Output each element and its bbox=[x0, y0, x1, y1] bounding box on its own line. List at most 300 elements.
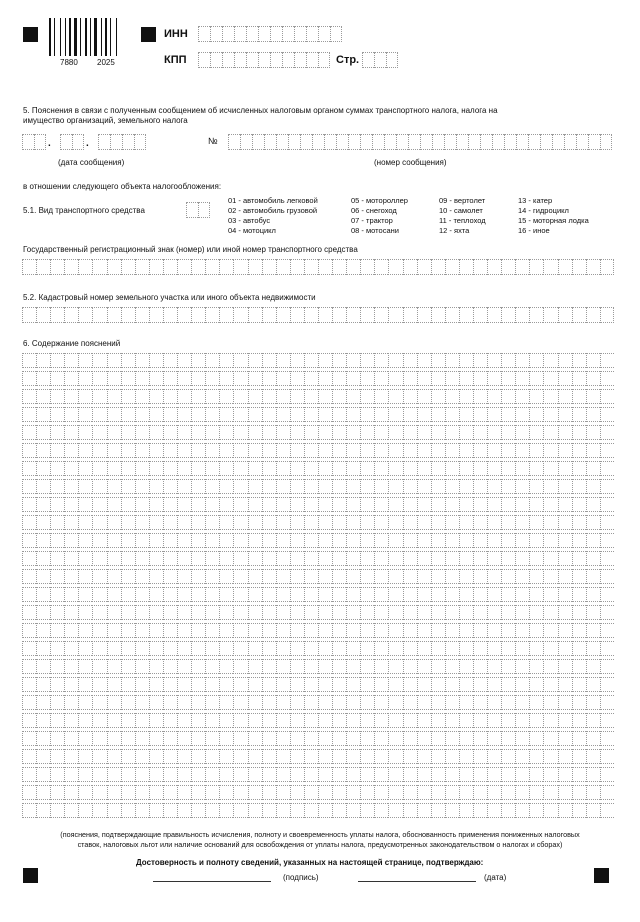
input-cell[interactable] bbox=[276, 785, 290, 800]
input-cell[interactable] bbox=[248, 731, 262, 746]
input-cell[interactable] bbox=[64, 713, 78, 728]
input-cell[interactable] bbox=[572, 443, 586, 458]
explanation-row[interactable] bbox=[22, 785, 614, 800]
input-cell[interactable] bbox=[50, 551, 64, 566]
input-cell[interactable] bbox=[501, 695, 515, 710]
input-cell[interactable] bbox=[233, 551, 247, 566]
input-cell[interactable] bbox=[473, 307, 487, 323]
input-cell[interactable] bbox=[529, 443, 543, 458]
input-cell[interactable] bbox=[22, 695, 36, 710]
input-cell[interactable] bbox=[64, 461, 78, 476]
input-cell[interactable] bbox=[304, 767, 318, 782]
input-cell[interactable] bbox=[36, 497, 50, 512]
input-cell[interactable] bbox=[248, 425, 262, 440]
input-cell[interactable] bbox=[135, 533, 149, 548]
input-cell[interactable] bbox=[177, 259, 191, 275]
input-cell[interactable] bbox=[529, 461, 543, 476]
input-cell[interactable] bbox=[586, 749, 600, 764]
input-cell[interactable] bbox=[501, 307, 515, 323]
input-cell[interactable] bbox=[205, 479, 219, 494]
input-cell[interactable] bbox=[431, 497, 445, 512]
inn-field[interactable] bbox=[198, 26, 342, 42]
input-cell[interactable] bbox=[149, 695, 163, 710]
input-cell[interactable] bbox=[318, 533, 332, 548]
input-cell[interactable] bbox=[600, 713, 614, 728]
input-cell[interactable] bbox=[459, 353, 473, 368]
input-cell[interactable] bbox=[586, 533, 600, 548]
explanation-row[interactable] bbox=[22, 713, 614, 728]
input-cell[interactable] bbox=[191, 425, 205, 440]
input-cell[interactable] bbox=[78, 533, 92, 548]
input-cell[interactable] bbox=[36, 551, 50, 566]
input-cell[interactable] bbox=[445, 641, 459, 656]
input-cell[interactable] bbox=[487, 569, 501, 584]
input-cell[interactable] bbox=[304, 353, 318, 368]
input-cell[interactable] bbox=[240, 134, 252, 150]
input-cell[interactable] bbox=[64, 623, 78, 638]
input-cell[interactable] bbox=[431, 803, 445, 818]
input-cell[interactable] bbox=[572, 713, 586, 728]
input-cell[interactable] bbox=[304, 461, 318, 476]
input-cell[interactable] bbox=[50, 479, 64, 494]
input-cell[interactable] bbox=[262, 587, 276, 602]
input-cell[interactable] bbox=[107, 731, 121, 746]
input-cell[interactable] bbox=[64, 731, 78, 746]
input-cell[interactable] bbox=[248, 767, 262, 782]
input-cell[interactable] bbox=[600, 677, 614, 692]
input-cell[interactable] bbox=[516, 134, 528, 150]
input-cell[interactable] bbox=[92, 767, 106, 782]
input-cell[interactable] bbox=[552, 134, 564, 150]
input-cell[interactable] bbox=[205, 389, 219, 404]
input-cell[interactable] bbox=[445, 533, 459, 548]
input-cell[interactable] bbox=[276, 551, 290, 566]
input-cell[interactable] bbox=[558, 641, 572, 656]
input-cell[interactable] bbox=[501, 461, 515, 476]
input-cell[interactable] bbox=[233, 307, 247, 323]
explanation-row[interactable] bbox=[22, 749, 614, 764]
input-cell[interactable] bbox=[276, 641, 290, 656]
input-cell[interactable] bbox=[431, 479, 445, 494]
input-cell[interactable] bbox=[586, 389, 600, 404]
input-cell[interactable] bbox=[360, 569, 374, 584]
input-cell[interactable] bbox=[191, 479, 205, 494]
input-cell[interactable] bbox=[262, 641, 276, 656]
input-cell[interactable] bbox=[515, 623, 529, 638]
input-cell[interactable] bbox=[22, 497, 36, 512]
input-cell[interactable] bbox=[459, 803, 473, 818]
input-cell[interactable] bbox=[346, 461, 360, 476]
explanation-grid[interactable] bbox=[22, 353, 614, 821]
input-cell[interactable] bbox=[528, 134, 540, 150]
input-cell[interactable] bbox=[473, 623, 487, 638]
input-cell[interactable] bbox=[50, 371, 64, 386]
input-cell[interactable] bbox=[219, 731, 233, 746]
input-cell[interactable] bbox=[262, 307, 276, 323]
date-line[interactable] bbox=[358, 881, 476, 882]
input-cell[interactable] bbox=[50, 749, 64, 764]
input-cell[interactable] bbox=[121, 425, 135, 440]
input-cell[interactable] bbox=[107, 551, 121, 566]
input-cell[interactable] bbox=[107, 695, 121, 710]
input-cell[interactable] bbox=[22, 623, 36, 638]
input-cell[interactable] bbox=[36, 605, 50, 620]
input-cell[interactable] bbox=[572, 425, 586, 440]
input-cell[interactable] bbox=[290, 461, 304, 476]
input-cell[interactable] bbox=[332, 533, 346, 548]
explanation-row[interactable] bbox=[22, 623, 614, 638]
input-cell[interactable] bbox=[332, 371, 346, 386]
input-cell[interactable] bbox=[177, 307, 191, 323]
input-cell[interactable] bbox=[22, 259, 36, 275]
input-cell[interactable] bbox=[572, 259, 586, 275]
input-cell[interactable] bbox=[374, 551, 388, 566]
input-cell[interactable] bbox=[191, 713, 205, 728]
input-cell[interactable] bbox=[374, 803, 388, 818]
input-cell[interactable] bbox=[36, 713, 50, 728]
input-cell[interactable] bbox=[304, 425, 318, 440]
input-cell[interactable] bbox=[262, 803, 276, 818]
input-cell[interactable] bbox=[50, 785, 64, 800]
input-cell[interactable] bbox=[417, 389, 431, 404]
input-cell[interactable] bbox=[163, 259, 177, 275]
input-cell[interactable] bbox=[290, 785, 304, 800]
input-cell[interactable] bbox=[163, 569, 177, 584]
input-cell[interactable] bbox=[473, 731, 487, 746]
input-cell[interactable] bbox=[388, 605, 402, 620]
input-cell[interactable] bbox=[487, 371, 501, 386]
input-cell[interactable] bbox=[121, 749, 135, 764]
input-cell[interactable] bbox=[50, 695, 64, 710]
input-cell[interactable] bbox=[431, 307, 445, 323]
input-cell[interactable] bbox=[374, 767, 388, 782]
input-cell[interactable] bbox=[50, 461, 64, 476]
input-cell[interactable] bbox=[431, 551, 445, 566]
input-cell[interactable] bbox=[431, 533, 445, 548]
input-cell[interactable] bbox=[64, 749, 78, 764]
explanation-row[interactable] bbox=[22, 551, 614, 566]
input-cell[interactable] bbox=[107, 569, 121, 584]
input-cell[interactable] bbox=[572, 641, 586, 656]
input-cell[interactable] bbox=[388, 695, 402, 710]
input-cell[interactable] bbox=[600, 443, 614, 458]
input-cell[interactable] bbox=[304, 695, 318, 710]
input-cell[interactable] bbox=[163, 803, 177, 818]
input-cell[interactable] bbox=[121, 407, 135, 422]
input-cell[interactable] bbox=[360, 695, 374, 710]
input-cell[interactable] bbox=[374, 731, 388, 746]
input-cell[interactable] bbox=[177, 713, 191, 728]
input-cell[interactable] bbox=[219, 695, 233, 710]
input-cell[interactable] bbox=[543, 605, 557, 620]
input-cell[interactable] bbox=[163, 425, 177, 440]
input-cell[interactable] bbox=[529, 623, 543, 638]
input-cell[interactable] bbox=[374, 389, 388, 404]
input-cell[interactable] bbox=[431, 749, 445, 764]
input-cell[interactable] bbox=[149, 713, 163, 728]
input-cell[interactable] bbox=[163, 659, 177, 674]
input-cell[interactable] bbox=[149, 353, 163, 368]
input-cell[interactable] bbox=[431, 389, 445, 404]
input-cell[interactable] bbox=[135, 569, 149, 584]
input-cell[interactable] bbox=[78, 803, 92, 818]
input-cell[interactable] bbox=[403, 515, 417, 530]
input-cell[interactable] bbox=[248, 389, 262, 404]
reg-number-field[interactable] bbox=[22, 259, 614, 275]
input-cell[interactable] bbox=[276, 587, 290, 602]
input-cell[interactable] bbox=[318, 407, 332, 422]
input-cell[interactable] bbox=[417, 407, 431, 422]
input-cell[interactable] bbox=[417, 731, 431, 746]
input-cell[interactable] bbox=[22, 713, 36, 728]
input-cell[interactable] bbox=[276, 134, 288, 150]
input-cell[interactable] bbox=[290, 443, 304, 458]
input-cell[interactable] bbox=[233, 569, 247, 584]
input-cell[interactable] bbox=[346, 587, 360, 602]
input-cell[interactable] bbox=[149, 479, 163, 494]
input-cell[interactable] bbox=[332, 353, 346, 368]
input-cell[interactable] bbox=[191, 749, 205, 764]
input-cell[interactable] bbox=[248, 605, 262, 620]
input-cell[interactable] bbox=[445, 605, 459, 620]
input-cell[interactable] bbox=[360, 479, 374, 494]
input-cell[interactable] bbox=[417, 479, 431, 494]
input-cell[interactable] bbox=[107, 259, 121, 275]
input-cell[interactable] bbox=[445, 731, 459, 746]
input-cell[interactable] bbox=[501, 371, 515, 386]
input-cell[interactable] bbox=[107, 623, 121, 638]
input-cell[interactable] bbox=[374, 569, 388, 584]
input-cell[interactable] bbox=[135, 641, 149, 656]
input-cell[interactable] bbox=[346, 677, 360, 692]
explanation-row[interactable] bbox=[22, 371, 614, 386]
input-cell[interactable] bbox=[219, 307, 233, 323]
input-cell[interactable] bbox=[163, 371, 177, 386]
input-cell[interactable] bbox=[487, 353, 501, 368]
input-cell[interactable] bbox=[107, 353, 121, 368]
input-cell[interactable] bbox=[332, 659, 346, 674]
input-cell[interactable] bbox=[22, 515, 36, 530]
input-cell[interactable] bbox=[501, 353, 515, 368]
input-cell[interactable] bbox=[374, 587, 388, 602]
input-cell[interactable] bbox=[459, 259, 473, 275]
explanation-row[interactable] bbox=[22, 641, 614, 656]
input-cell[interactable] bbox=[177, 659, 191, 674]
input-cell[interactable] bbox=[346, 551, 360, 566]
input-cell[interactable] bbox=[64, 497, 78, 512]
input-cell[interactable] bbox=[600, 407, 614, 422]
input-cell[interactable] bbox=[586, 479, 600, 494]
input-cell[interactable] bbox=[304, 641, 318, 656]
input-cell[interactable] bbox=[600, 749, 614, 764]
input-cell[interactable] bbox=[417, 443, 431, 458]
input-cell[interactable] bbox=[50, 515, 64, 530]
input-cell[interactable] bbox=[388, 461, 402, 476]
input-cell[interactable] bbox=[78, 749, 92, 764]
input-cell[interactable] bbox=[92, 353, 106, 368]
signature-line[interactable] bbox=[153, 881, 271, 882]
input-cell[interactable] bbox=[177, 515, 191, 530]
input-cell[interactable] bbox=[600, 785, 614, 800]
input-cell[interactable] bbox=[163, 605, 177, 620]
input-cell[interactable] bbox=[262, 695, 276, 710]
explanation-row[interactable] bbox=[22, 605, 614, 620]
input-cell[interactable] bbox=[420, 134, 432, 150]
input-cell[interactable] bbox=[318, 587, 332, 602]
input-cell[interactable] bbox=[304, 623, 318, 638]
input-cell[interactable] bbox=[417, 785, 431, 800]
input-cell[interactable] bbox=[529, 533, 543, 548]
input-cell[interactable] bbox=[233, 605, 247, 620]
input-cell[interactable] bbox=[219, 443, 233, 458]
input-cell[interactable] bbox=[163, 389, 177, 404]
input-cell[interactable] bbox=[262, 259, 276, 275]
input-cell[interactable] bbox=[149, 623, 163, 638]
input-cell[interactable] bbox=[487, 713, 501, 728]
input-cell[interactable] bbox=[304, 407, 318, 422]
message-number-field[interactable] bbox=[228, 134, 612, 150]
input-cell[interactable] bbox=[163, 407, 177, 422]
input-cell[interactable] bbox=[543, 407, 557, 422]
input-cell[interactable] bbox=[248, 695, 262, 710]
input-cell[interactable] bbox=[360, 731, 374, 746]
input-cell[interactable] bbox=[262, 371, 276, 386]
input-cell[interactable] bbox=[487, 659, 501, 674]
input-cell[interactable] bbox=[572, 533, 586, 548]
input-cell[interactable] bbox=[177, 803, 191, 818]
input-cell[interactable] bbox=[177, 695, 191, 710]
input-cell[interactable] bbox=[304, 307, 318, 323]
input-cell[interactable] bbox=[586, 259, 600, 275]
input-cell[interactable] bbox=[191, 461, 205, 476]
input-cell[interactable] bbox=[515, 497, 529, 512]
input-cell[interactable] bbox=[36, 731, 50, 746]
input-cell[interactable] bbox=[586, 515, 600, 530]
input-cell[interactable] bbox=[403, 461, 417, 476]
input-cell[interactable] bbox=[374, 479, 388, 494]
input-cell[interactable] bbox=[360, 407, 374, 422]
input-cell[interactable] bbox=[459, 641, 473, 656]
input-cell[interactable] bbox=[403, 259, 417, 275]
input-cell[interactable] bbox=[121, 533, 135, 548]
input-cell[interactable] bbox=[515, 461, 529, 476]
input-cell[interactable] bbox=[600, 767, 614, 782]
input-cell[interactable] bbox=[487, 443, 501, 458]
input-cell[interactable] bbox=[515, 551, 529, 566]
input-cell[interactable] bbox=[431, 605, 445, 620]
input-cell[interactable] bbox=[121, 479, 135, 494]
input-cell[interactable] bbox=[205, 659, 219, 674]
input-cell[interactable] bbox=[417, 497, 431, 512]
input-cell[interactable] bbox=[135, 259, 149, 275]
input-cell[interactable] bbox=[50, 641, 64, 656]
input-cell[interactable] bbox=[248, 551, 262, 566]
input-cell[interactable] bbox=[445, 659, 459, 674]
input-cell[interactable] bbox=[78, 695, 92, 710]
input-cell[interactable] bbox=[22, 551, 36, 566]
input-cell[interactable] bbox=[332, 605, 346, 620]
input-cell[interactable] bbox=[264, 134, 276, 150]
input-cell[interactable] bbox=[233, 259, 247, 275]
input-cell[interactable] bbox=[107, 307, 121, 323]
input-cell[interactable] bbox=[149, 569, 163, 584]
input-cell[interactable] bbox=[233, 533, 247, 548]
input-cell[interactable] bbox=[473, 533, 487, 548]
input-cell[interactable] bbox=[558, 259, 572, 275]
input-cell[interactable] bbox=[290, 803, 304, 818]
input-cell[interactable] bbox=[22, 353, 36, 368]
input-cell[interactable] bbox=[374, 497, 388, 512]
input-cell[interactable] bbox=[177, 443, 191, 458]
input-cell[interactable] bbox=[586, 713, 600, 728]
input-cell[interactable] bbox=[107, 497, 121, 512]
input-cell[interactable] bbox=[78, 659, 92, 674]
input-cell[interactable] bbox=[290, 569, 304, 584]
input-cell[interactable] bbox=[501, 641, 515, 656]
input-cell[interactable] bbox=[304, 389, 318, 404]
input-cell[interactable] bbox=[558, 713, 572, 728]
input-cell[interactable] bbox=[586, 371, 600, 386]
input-cell[interactable] bbox=[304, 259, 318, 275]
input-cell[interactable] bbox=[515, 731, 529, 746]
input-cell[interactable] bbox=[558, 749, 572, 764]
input-cell[interactable] bbox=[50, 587, 64, 602]
input-cell[interactable] bbox=[360, 461, 374, 476]
input-cell[interactable] bbox=[332, 713, 346, 728]
input-cell[interactable] bbox=[318, 695, 332, 710]
input-cell[interactable] bbox=[360, 767, 374, 782]
input-cell[interactable] bbox=[262, 785, 276, 800]
input-cell[interactable] bbox=[558, 731, 572, 746]
input-cell[interactable] bbox=[318, 307, 332, 323]
explanation-row[interactable] bbox=[22, 461, 614, 476]
input-cell[interactable] bbox=[276, 407, 290, 422]
input-cell[interactable] bbox=[529, 307, 543, 323]
input-cell[interactable] bbox=[515, 259, 529, 275]
input-cell[interactable] bbox=[205, 371, 219, 386]
input-cell[interactable] bbox=[374, 407, 388, 422]
input-cell[interactable] bbox=[163, 479, 177, 494]
input-cell[interactable] bbox=[374, 677, 388, 692]
input-cell[interactable] bbox=[346, 407, 360, 422]
input-cell[interactable] bbox=[219, 371, 233, 386]
input-cell[interactable] bbox=[191, 803, 205, 818]
input-cell[interactable] bbox=[318, 785, 332, 800]
input-cell[interactable] bbox=[233, 659, 247, 674]
input-cell[interactable] bbox=[78, 785, 92, 800]
input-cell[interactable] bbox=[276, 623, 290, 638]
input-cell[interactable] bbox=[163, 677, 177, 692]
input-cell[interactable] bbox=[473, 767, 487, 782]
input-cell[interactable] bbox=[92, 307, 106, 323]
input-cell[interactable] bbox=[529, 569, 543, 584]
input-cell[interactable] bbox=[219, 425, 233, 440]
input-cell[interactable] bbox=[332, 767, 346, 782]
input-cell[interactable] bbox=[417, 605, 431, 620]
input-cell[interactable] bbox=[403, 371, 417, 386]
input-cell[interactable] bbox=[191, 407, 205, 422]
input-cell[interactable] bbox=[219, 389, 233, 404]
input-cell[interactable] bbox=[78, 461, 92, 476]
input-cell[interactable] bbox=[205, 497, 219, 512]
input-cell[interactable] bbox=[304, 515, 318, 530]
input-cell[interactable] bbox=[262, 353, 276, 368]
input-cell[interactable] bbox=[121, 515, 135, 530]
input-cell[interactable] bbox=[318, 569, 332, 584]
input-cell[interactable] bbox=[92, 497, 106, 512]
input-cell[interactable] bbox=[219, 533, 233, 548]
input-cell[interactable] bbox=[487, 479, 501, 494]
